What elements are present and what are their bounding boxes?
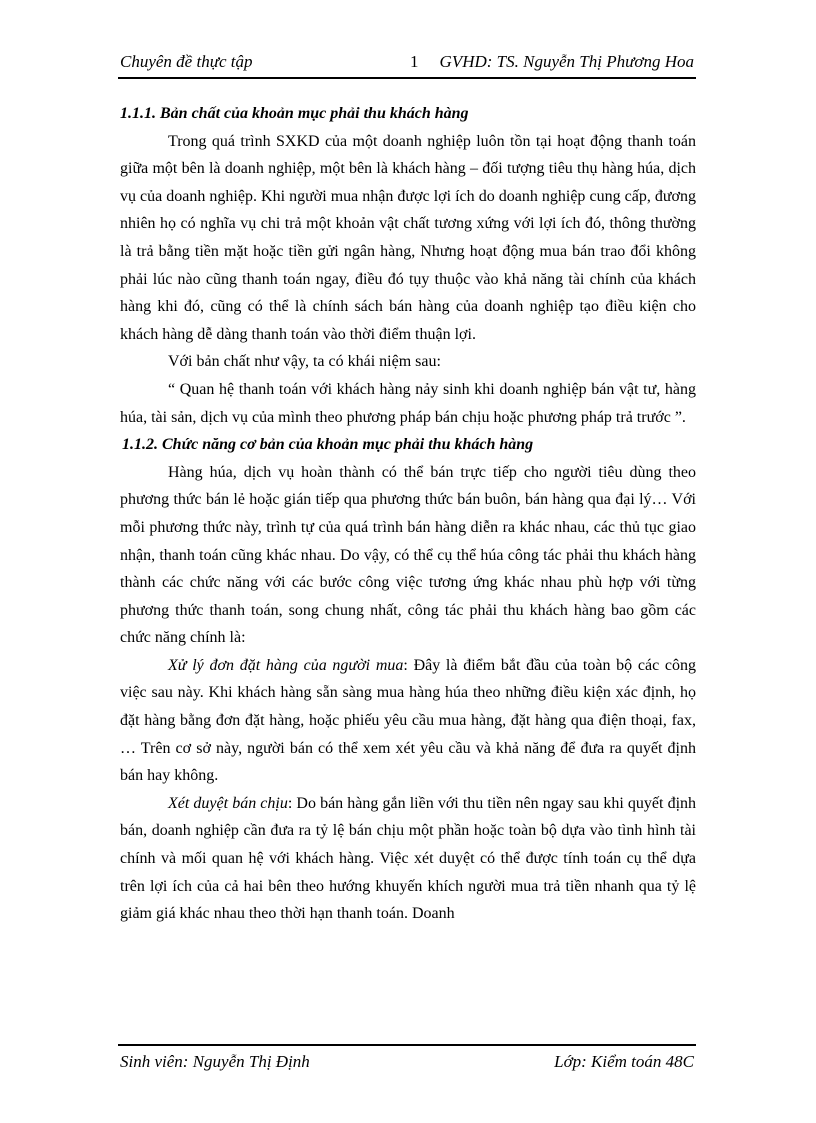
section-heading-1-1-2: 1.1.2. Chức năng cơ bản của khoản mục phải thu khách hàng [122, 436, 534, 454]
page-footer [118, 1052, 696, 1078]
header-rule [118, 77, 696, 79]
footer-class: Lớp: Kiểm toán 48C [554, 1052, 694, 1071]
header-course-title: Chuyên đề thực tập [120, 52, 253, 71]
definition-quote: “ Quan hệ thanh toán với khách hàng nảy sinh khi doanh nghiệp bán vật tư, hàng húa, tài sản, dịch vụ của mình theo phương pháp bán chịu hoặc phương pháp trả trước ”. [120, 380, 696, 426]
footer-student: Sinh viên: Nguyễn Thị Định [120, 1052, 310, 1071]
header-supervisor: GVHD: TS. Nguyễn Thị Phương Hoa [439, 52, 694, 71]
paragraph: Với bản chất như vậy, ta có khái niệm sau: [168, 353, 441, 371]
document-body [120, 100, 696, 928]
term-credit-approval: Xét duyệt bán chịu [168, 794, 288, 812]
paragraph [120, 652, 696, 790]
term-order-processing: Xử lý đơn đặt hàng của người mua [168, 656, 404, 674]
term-description: : Đây là điểm bắt đầu của toàn bộ các công việc sau này. Khi khách hàng sẵn sàng mua hàng húa theo những điều kiện xác định, họ đặt hàng bằng đơn đặt hàng, hoặc phiếu yêu cầu mua hàng, đặt hàng qua điện thoại, fax, … Trên cơ sở này, người bán có thể xem xét yêu cầu và khả năng để đưa ra quyết định bán hay không. [120, 656, 696, 785]
page-number: 1 [410, 52, 419, 71]
page-header [118, 52, 696, 78]
section-heading-1-1-1: 1.1.1. Bản chất của khoản mục phải thu khách hàng [120, 105, 469, 122]
paragraph: Hàng húa, dịch vụ hoàn thành có thể bán trực tiếp cho người tiêu dùng theo phương thức bán lẻ hoặc gián tiếp qua phương thức bán buôn, bán hàng qua đại lý… Với mỗi phương thức này, trình tự của quá trình bán hàng diễn ra khác nhau, các thủ tục giao nhận, thanh toán cũng khác nhau. Do vậy, có thể cụ thể húa công tác phải thu khách hàng thành các chức năng với các bước công việc tương ứng khác nhau phù hợp với từng phương thức thanh toán, song chung nhất, công tác phải thu khách hàng bao gồm các chức năng chính là: [120, 463, 696, 647]
footer-rule [118, 1044, 696, 1046]
paragraph [120, 790, 696, 928]
term-description: : Do bán hàng gắn liền với thu tiền nên ngay sau khi quyết định bán, doanh nghiệp cần đưa ra tỷ lệ bán chịu một phần hoặc toàn bộ dựa vào tình hình tài chính và mối quan hệ với khách hàng. Việc xét duyệt có thể được tính toán cụ thể dựa trên lợi ích của cả hai bên theo hướng khuyến khích người mua trả tiền nhanh qua tỷ lệ giảm giá khác nhau theo thời hạn thanh toán. Doanh [120, 794, 697, 923]
paragraph: Trong quá trình SXKD của một doanh nghiệp luôn tồn tại hoạt động thanh toán giữa một bên là doanh nghiệp, một bên là khách hàng – đối tượng tiêu thụ hàng húa, dịch vụ của doanh nghiệp. Khi người mua nhận được lợi ích do doanh nghiệp cung cấp, đương nhiên họ có nghĩa vụ chi trả một khoản vật chất tương xứng với lợi ích đó, thông thường là trả bằng tiền mặt hoặc tiền gửi ngân hàng, Nhưng hoạt động mua bán trao đổi không phải lúc nào cũng thanh toán ngay, điều đó tụy thuộc vào khả năng tài chính của khách hàng khi đó, cũng có thể là chính sách bán hàng của doanh nghiệp tạo điều kiện cho khách hàng dễ dàng thanh toán vào thời điểm thuận lợi. [120, 132, 696, 343]
